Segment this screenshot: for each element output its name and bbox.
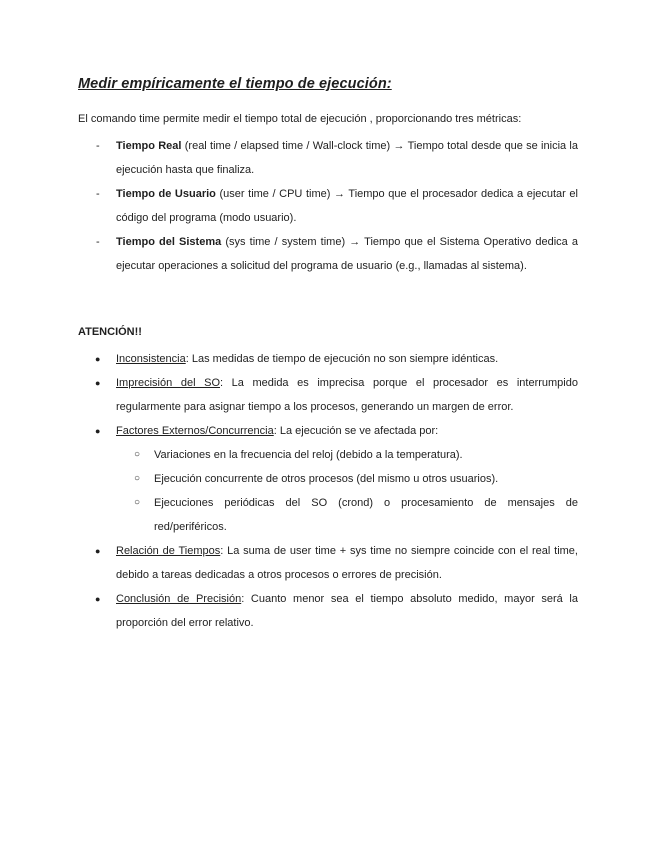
bullet-marker: ● — [95, 594, 101, 604]
sub-item — [116, 467, 578, 491]
attention-list — [78, 347, 578, 635]
metric-item-user — [78, 182, 578, 230]
point-text: : Las medidas de tiempo de ejecución no son siempre idénticas. — [185, 353, 499, 365]
bullet-marker: ● — [95, 426, 101, 436]
circle-marker: ○ — [134, 497, 141, 508]
point-text: : La suma de user time + sys time no siempre coincide con el real time, debido a tareas dedicadas a otros procesos o errores de precisión. — [116, 545, 578, 581]
metric-term: Tiempo Real — [116, 140, 182, 152]
point-imprecision — [78, 371, 578, 419]
sub-item — [116, 443, 578, 467]
point-term: Conclusión de Precisión — [116, 593, 242, 605]
metrics-list — [78, 134, 578, 278]
metric-description: (sys time / system time) → Tiempo que el Sistema Operativo dedica a ejecutar operaciones a solicitud del programa de usuario (e.g., llamadas al sistema). — [116, 236, 578, 272]
metric-item-system — [78, 230, 578, 278]
attention-title: ATENCIÓN!! — [78, 326, 142, 338]
bullet-marker: ● — [95, 378, 101, 388]
sub-item-text: Ejecución concurrente de otros procesos (del mismo u otros usuarios). — [154, 473, 499, 485]
intro-paragraph: El comando time permite medir el tiempo total de ejecución , proporcionando tres métricas: — [78, 113, 522, 125]
sub-item-text: Variaciones en la frecuencia del reloj (debido a la temperatura). — [154, 449, 463, 461]
point-factores — [78, 419, 578, 539]
metric-term: Tiempo del Sistema — [116, 236, 222, 248]
circle-marker: ○ — [134, 449, 141, 460]
point-relacion — [78, 539, 578, 587]
sub-item — [116, 491, 578, 539]
point-text: : Cuanto menor sea el tiempo absoluto medido, mayor será la proporción del error relativo. — [116, 593, 578, 629]
metric-description: (real time / elapsed time / Wall-clock time) → Tiempo total desde que se inicia la ejecución hasta que finaliza. — [116, 140, 578, 176]
point-term: Imprecisión del SO — [116, 377, 220, 389]
point-text: : La ejecución se ve afectada por: — [273, 425, 439, 437]
point-term: Inconsistencia — [116, 353, 186, 365]
point-term: Relación de Tiempos — [116, 545, 221, 557]
metric-item-real — [78, 134, 578, 182]
metric-term: Tiempo de Usuario — [116, 188, 216, 200]
metric-description: (user time / CPU time) → Tiempo que el procesador dedica a ejecutar el código del programa (modo usuario). — [116, 188, 578, 224]
dash-marker: - — [96, 188, 100, 200]
point-text: : La medida es imprecisa porque el procesador es interrumpido regularmente para asignar tiempo a los procesos, generando un margen de error. — [116, 377, 578, 413]
point-term: Factores Externos/Concurrencia — [116, 425, 274, 437]
sub-item-text: Ejecuciones periódicas del SO (crond) o procesamiento de mensajes de red/periféricos. — [154, 497, 578, 533]
bullet-marker: ● — [95, 546, 101, 556]
bullet-marker: ● — [95, 354, 101, 364]
point-conclusion — [78, 587, 578, 635]
circle-marker: ○ — [134, 473, 141, 484]
dash-marker: - — [96, 140, 100, 152]
dash-marker: - — [96, 236, 100, 248]
point-inconsistencia — [78, 347, 578, 371]
factores-sublist — [116, 443, 578, 539]
section-heading: Medir empíricamente el tiempo de ejecución: — [78, 76, 392, 92]
